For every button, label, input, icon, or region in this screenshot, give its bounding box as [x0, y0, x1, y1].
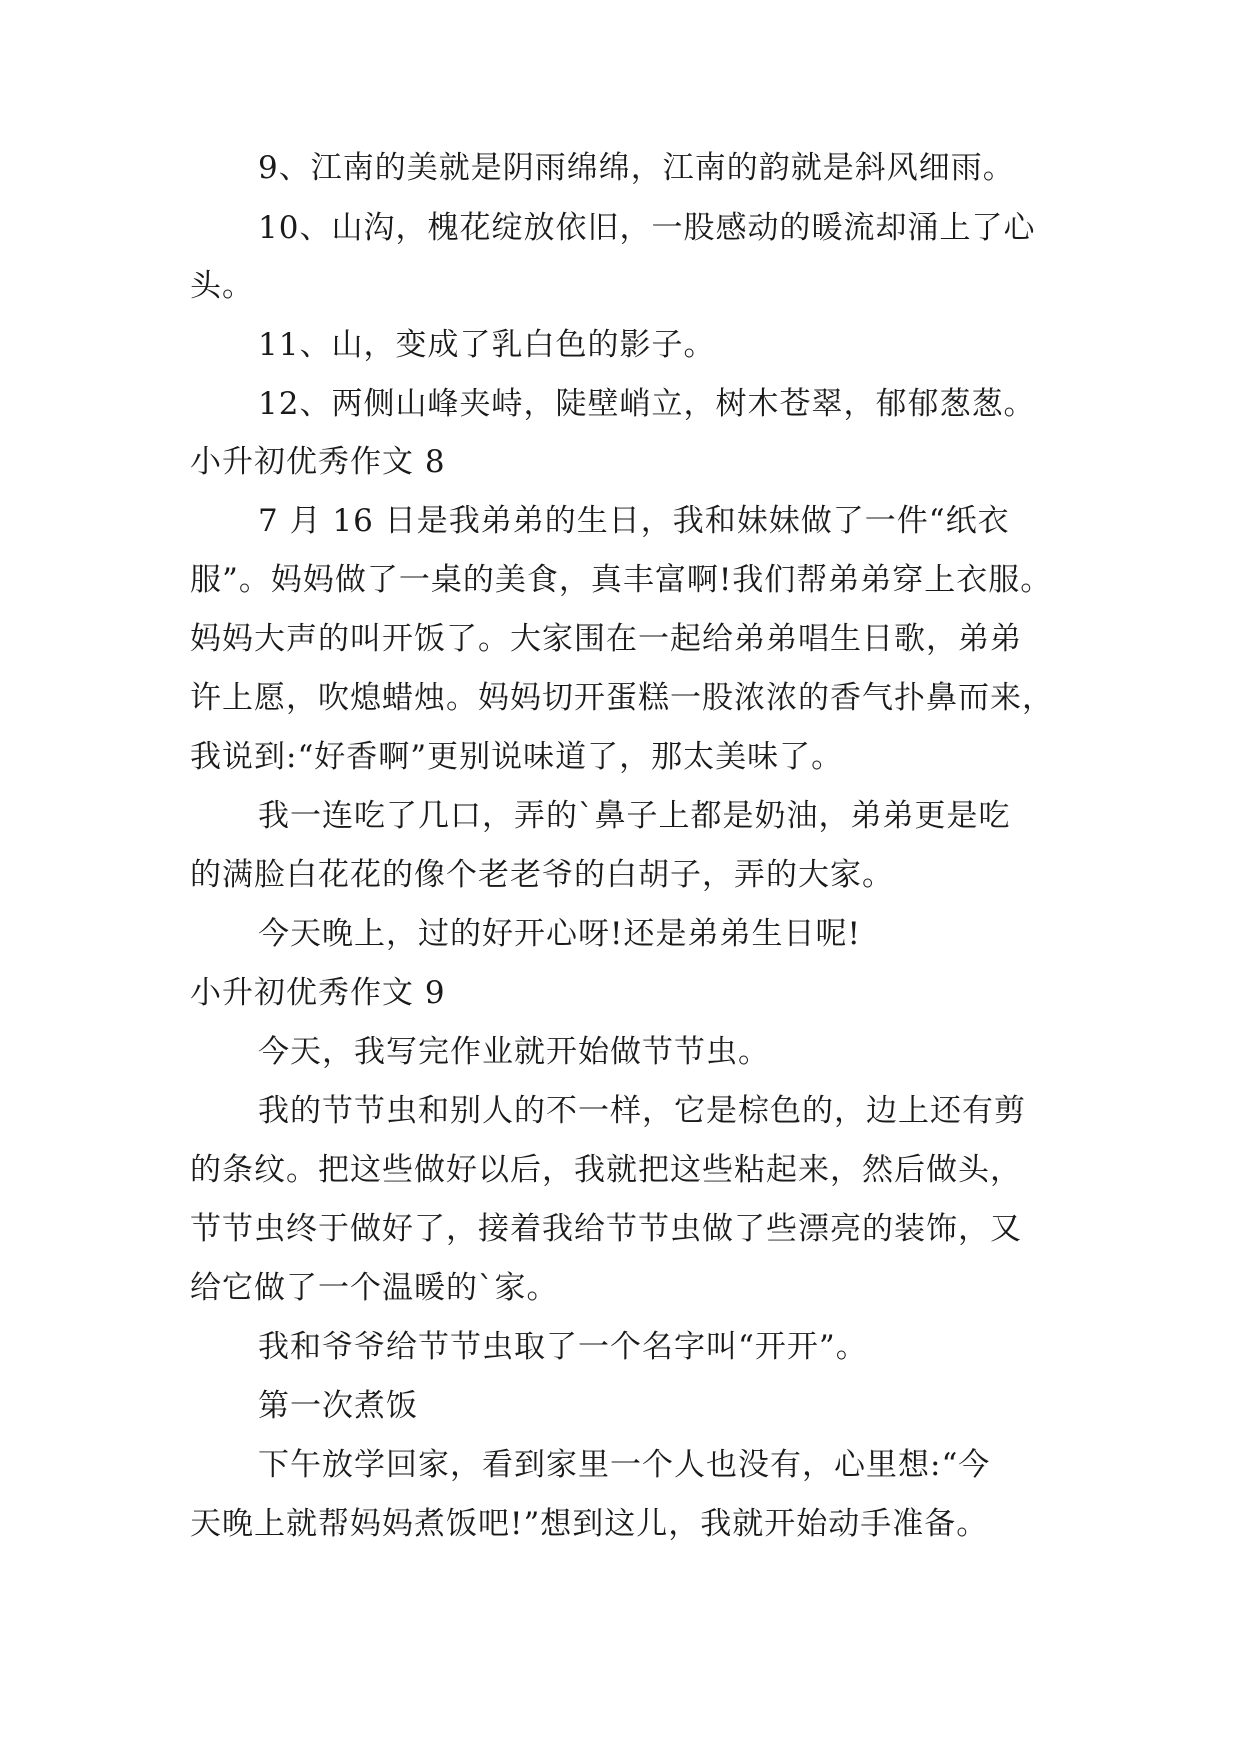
paragraph-line: 服”。妈妈做了一桌的美食，真丰富啊!我们帮弟弟穿上衣服。 [190, 562, 1053, 598]
paragraph-line: 今天晚上，过的好开心呀!还是弟弟生日呢! [258, 916, 861, 952]
paragraph-line: 天晚上就帮妈妈煮饭吧!”想到这儿，我就开始动手准备。 [190, 1506, 989, 1542]
section-heading: 小升初优秀作文 9 [190, 975, 446, 1011]
section-heading: 小升初优秀作文 8 [190, 444, 446, 480]
paragraph-line: 7 月 16 日是我弟弟的生日，我和妹妹做了一件“纸衣 [258, 503, 1010, 539]
paragraph-line: 我和爷爷给节节虫取了一个名字叫“开开”。 [258, 1329, 868, 1365]
paragraph-line: 的满脸白花花的像个老老爷的白胡子，弄的大家。 [190, 857, 894, 893]
paragraph-line: 11、山，变成了乳白色的影子。 [258, 327, 716, 363]
paragraph-line: 给它做了一个温暖的`家。 [190, 1270, 559, 1306]
paragraph-line: 我的节节虫和别人的不一样，它是棕色的，边上还有剪 [258, 1093, 1026, 1129]
paragraph-line: 10、山沟，槐花绽放依旧，一股感动的暖流却涌上了心 [258, 210, 1036, 246]
paragraph-line: 下午放学回家，看到家里一个人也没有，心里想:“今 [258, 1447, 991, 1483]
paragraph-line: 12、两侧山峰夹峙，陡壁峭立，树木苍翠，郁郁葱葱。 [258, 386, 1036, 422]
paragraph-line: 我一连吃了几口，弄的`鼻子上都是奶油，弟弟更是吃 [258, 798, 1011, 834]
paragraph-line: 妈妈大声的叫开饭了。大家围在一起给弟弟唱生日歌，弟弟 [190, 621, 1022, 657]
paragraph-line: 许上愿，吹熄蜡烛。妈妈切开蛋糕一股浓浓的香气扑鼻而来， [190, 680, 1054, 716]
paragraph-line: 我说到:“好香啊”更别说味道了，那太美味了。 [190, 739, 844, 775]
paragraph-line: 第一次煮饭 [258, 1388, 418, 1424]
paragraph-line: 节节虫终于做好了，接着我给节节虫做了些漂亮的装饰，又 [190, 1211, 1022, 1247]
paragraph-line: 9、江南的美就是阴雨绵绵，江南的韵就是斜风细雨。 [258, 150, 1015, 186]
paragraph-line: 今天，我写完作业就开始做节节虫。 [258, 1034, 770, 1070]
paragraph-line: 头。 [190, 268, 254, 304]
paragraph-line: 的条纹。把这些做好以后，我就把这些粘起来，然后做头， [190, 1152, 1022, 1188]
